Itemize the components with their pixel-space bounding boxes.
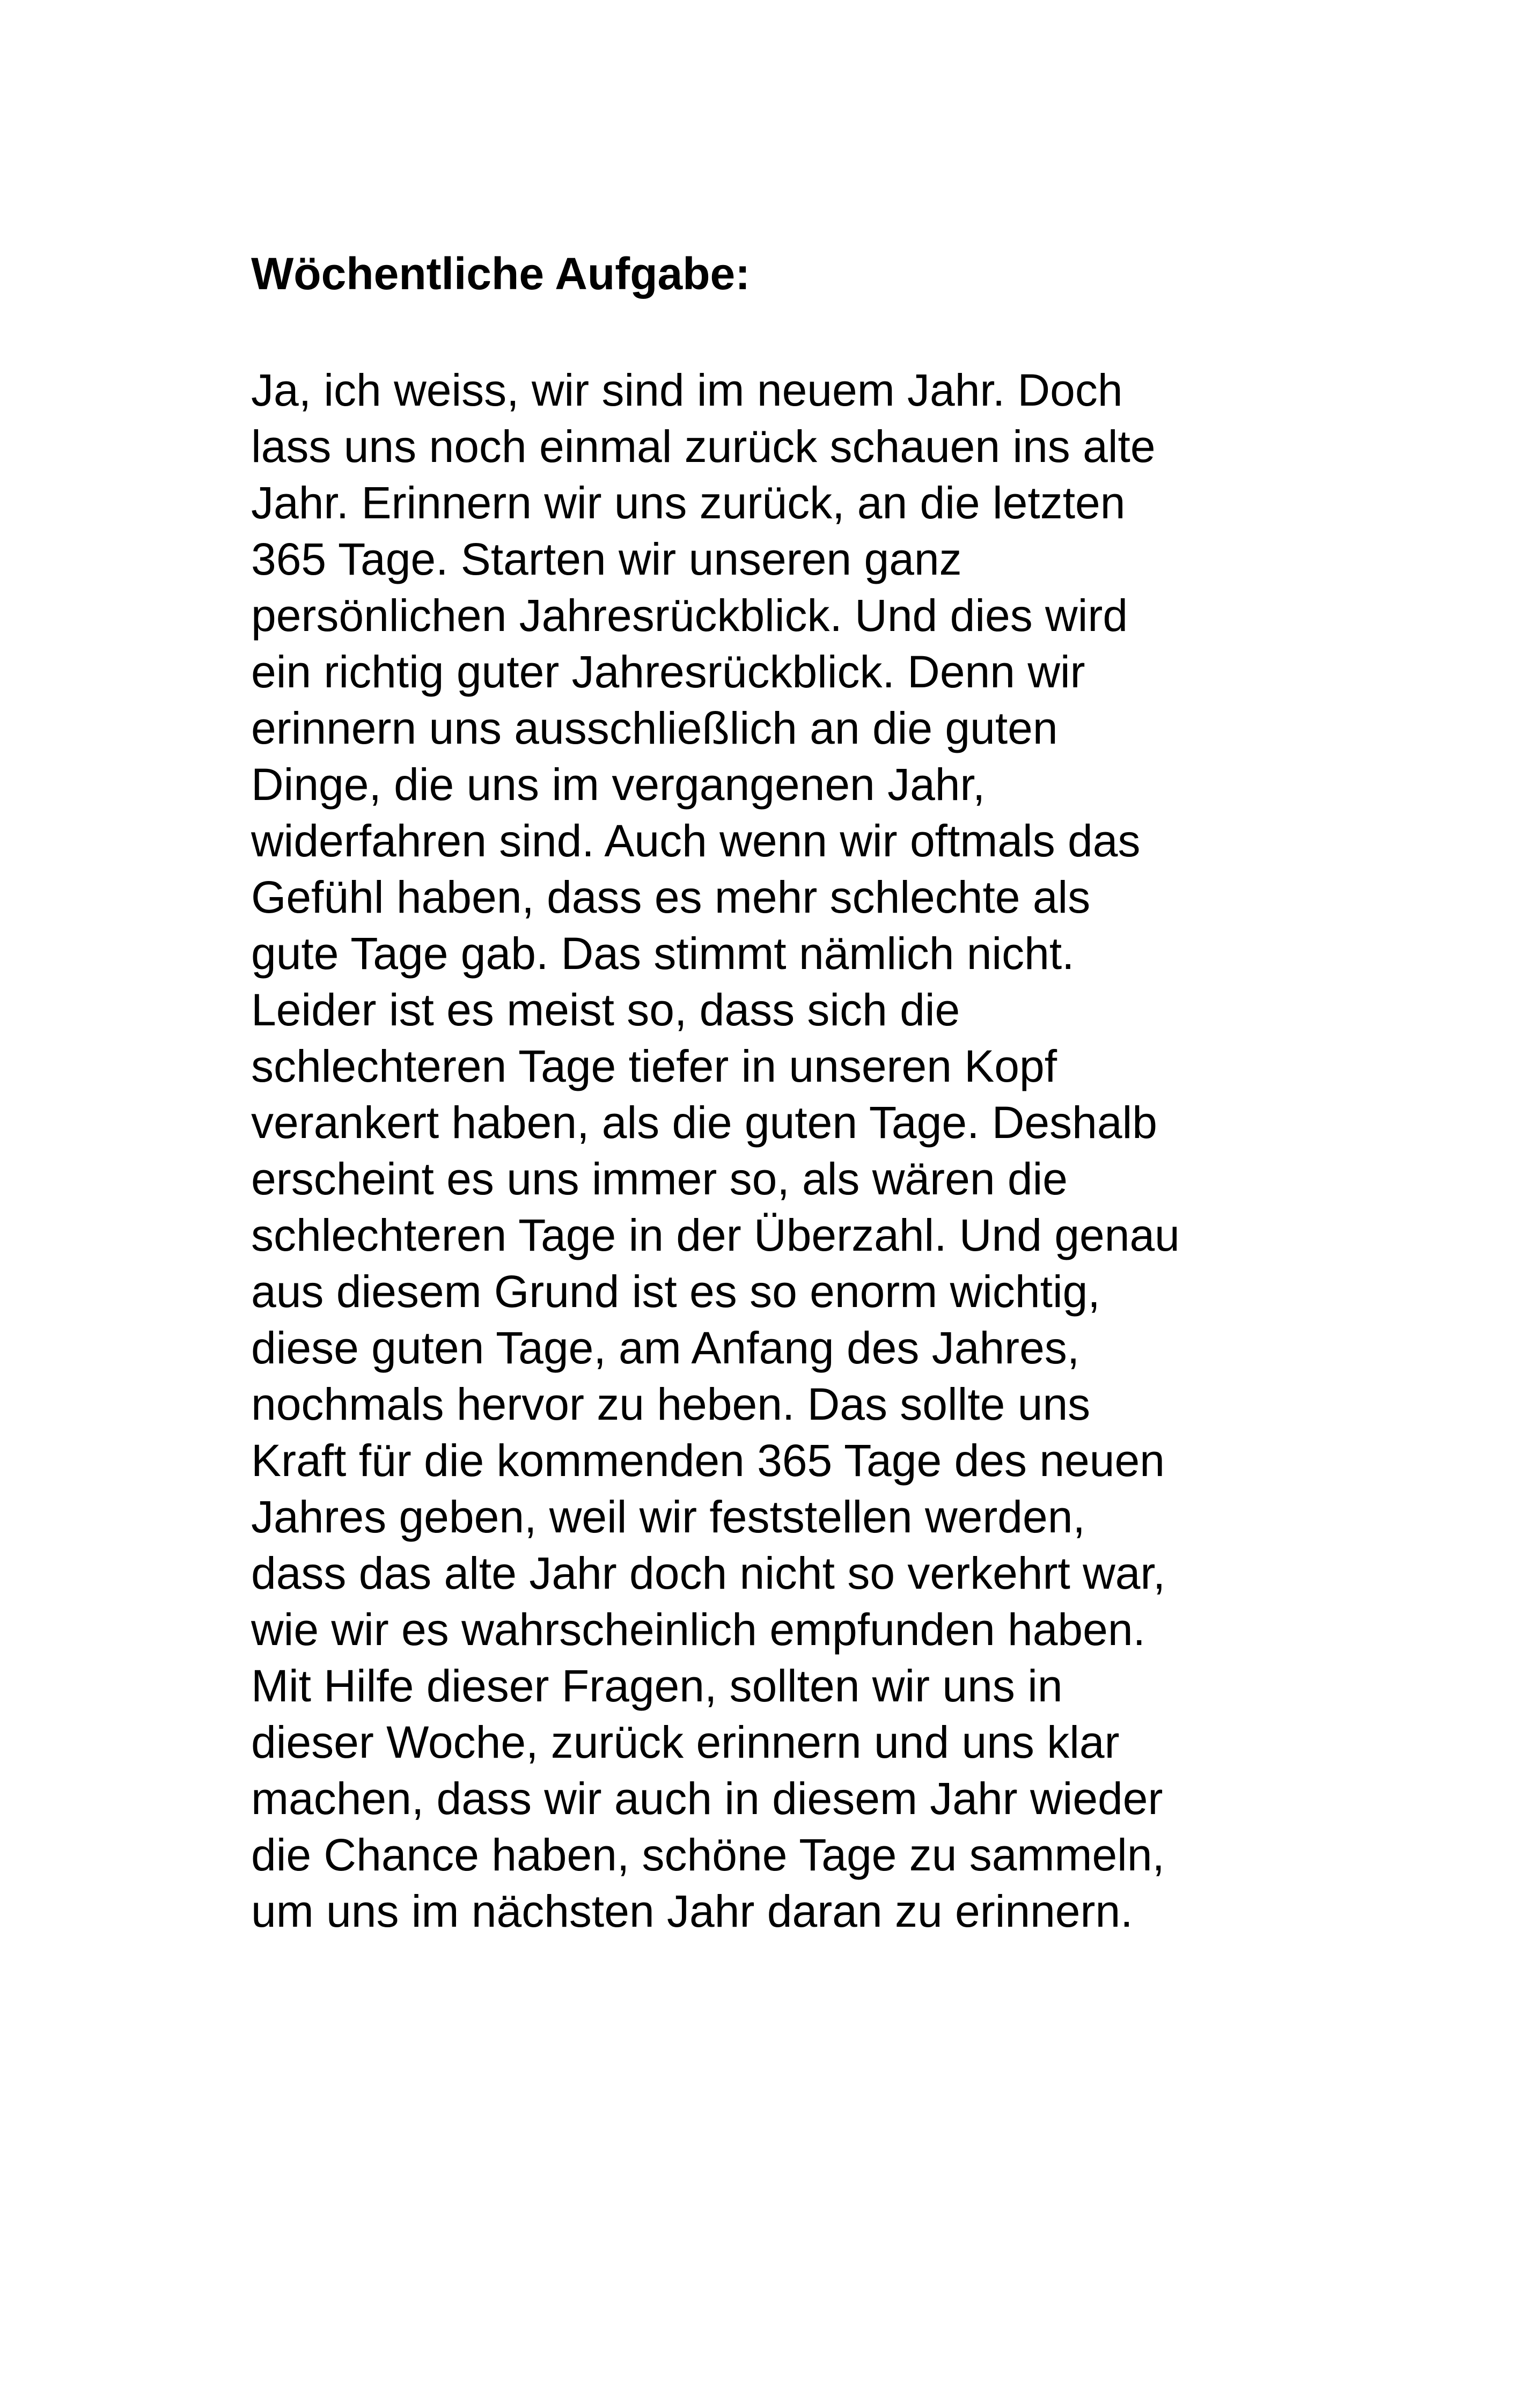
document-body: [251, 362, 1303, 1940]
body-line: persönlichen Jahresrückblick. Und dies wird: [251, 590, 1128, 641]
body-line: gute Tage gab. Das stimmt nämlich nicht.: [251, 928, 1075, 979]
body-line: Kraft für die kommenden 365 Tage des neuen: [251, 1435, 1165, 1486]
body-line: 365 Tage. Starten wir unseren ganz: [251, 534, 962, 584]
body-line: diese guten Tage, am Anfang des Jahres,: [251, 1323, 1080, 1373]
body-line: erscheint es uns immer so, als wären die: [251, 1154, 1068, 1204]
body-line: lass uns noch einmal zurück schauen ins alte: [251, 421, 1156, 472]
body-line: Mit Hilfe dieser Fragen, sollten wir uns in: [251, 1661, 1063, 1711]
body-line: Jahr. Erinnern wir uns zurück, an die letzten: [251, 478, 1126, 528]
body-line: machen, dass wir auch in diesem Jahr wieder: [251, 1773, 1163, 1824]
body-line: schlechteren Tage tiefer in unseren Kopf: [251, 1041, 1057, 1091]
body-line: widerfahren sind. Auch wenn wir oftmals das: [251, 816, 1141, 866]
body-line: ein richtig guter Jahresrückblick. Denn wir: [251, 647, 1085, 697]
body-line: Leider ist es meist so, dass sich die: [251, 985, 960, 1035]
body-line: dass das alte Jahr doch nicht so verkehrt war,: [251, 1548, 1166, 1598]
body-line: dieser Woche, zurück erinnern und uns klar: [251, 1717, 1120, 1767]
document-content: [251, 244, 1303, 1940]
document-heading: Wöchentliche Aufgabe:: [251, 248, 751, 299]
body-line: Jahres geben, weil wir feststellen werden,: [251, 1492, 1085, 1542]
body-line: Ja, ich weiss, wir sind im neuem Jahr. Doch: [251, 365, 1123, 415]
body-line: Gefühl haben, dass es mehr schlechte als: [251, 872, 1091, 922]
body-line: die Chance haben, schöne Tage zu sammeln,: [251, 1830, 1165, 1880]
body-line: aus diesem Grund ist es so enorm wichtig,: [251, 1266, 1100, 1317]
body-line: erinnern uns ausschließlich an die guten: [251, 703, 1058, 753]
body-line: wie wir es wahrscheinlich empfunden haben.: [251, 1604, 1145, 1655]
body-line: schlechteren Tage in der Überzahl. Und genau: [251, 1210, 1180, 1260]
body-line: verankert haben, als die guten Tage. Deshalb: [251, 1097, 1157, 1148]
body-line: um uns im nächsten Jahr daran zu erinnern.: [251, 1886, 1133, 1936]
body-line: Dinge, die uns im vergangenen Jahr,: [251, 759, 986, 810]
body-line: nochmals hervor zu heben. Das sollte uns: [251, 1379, 1091, 1429]
